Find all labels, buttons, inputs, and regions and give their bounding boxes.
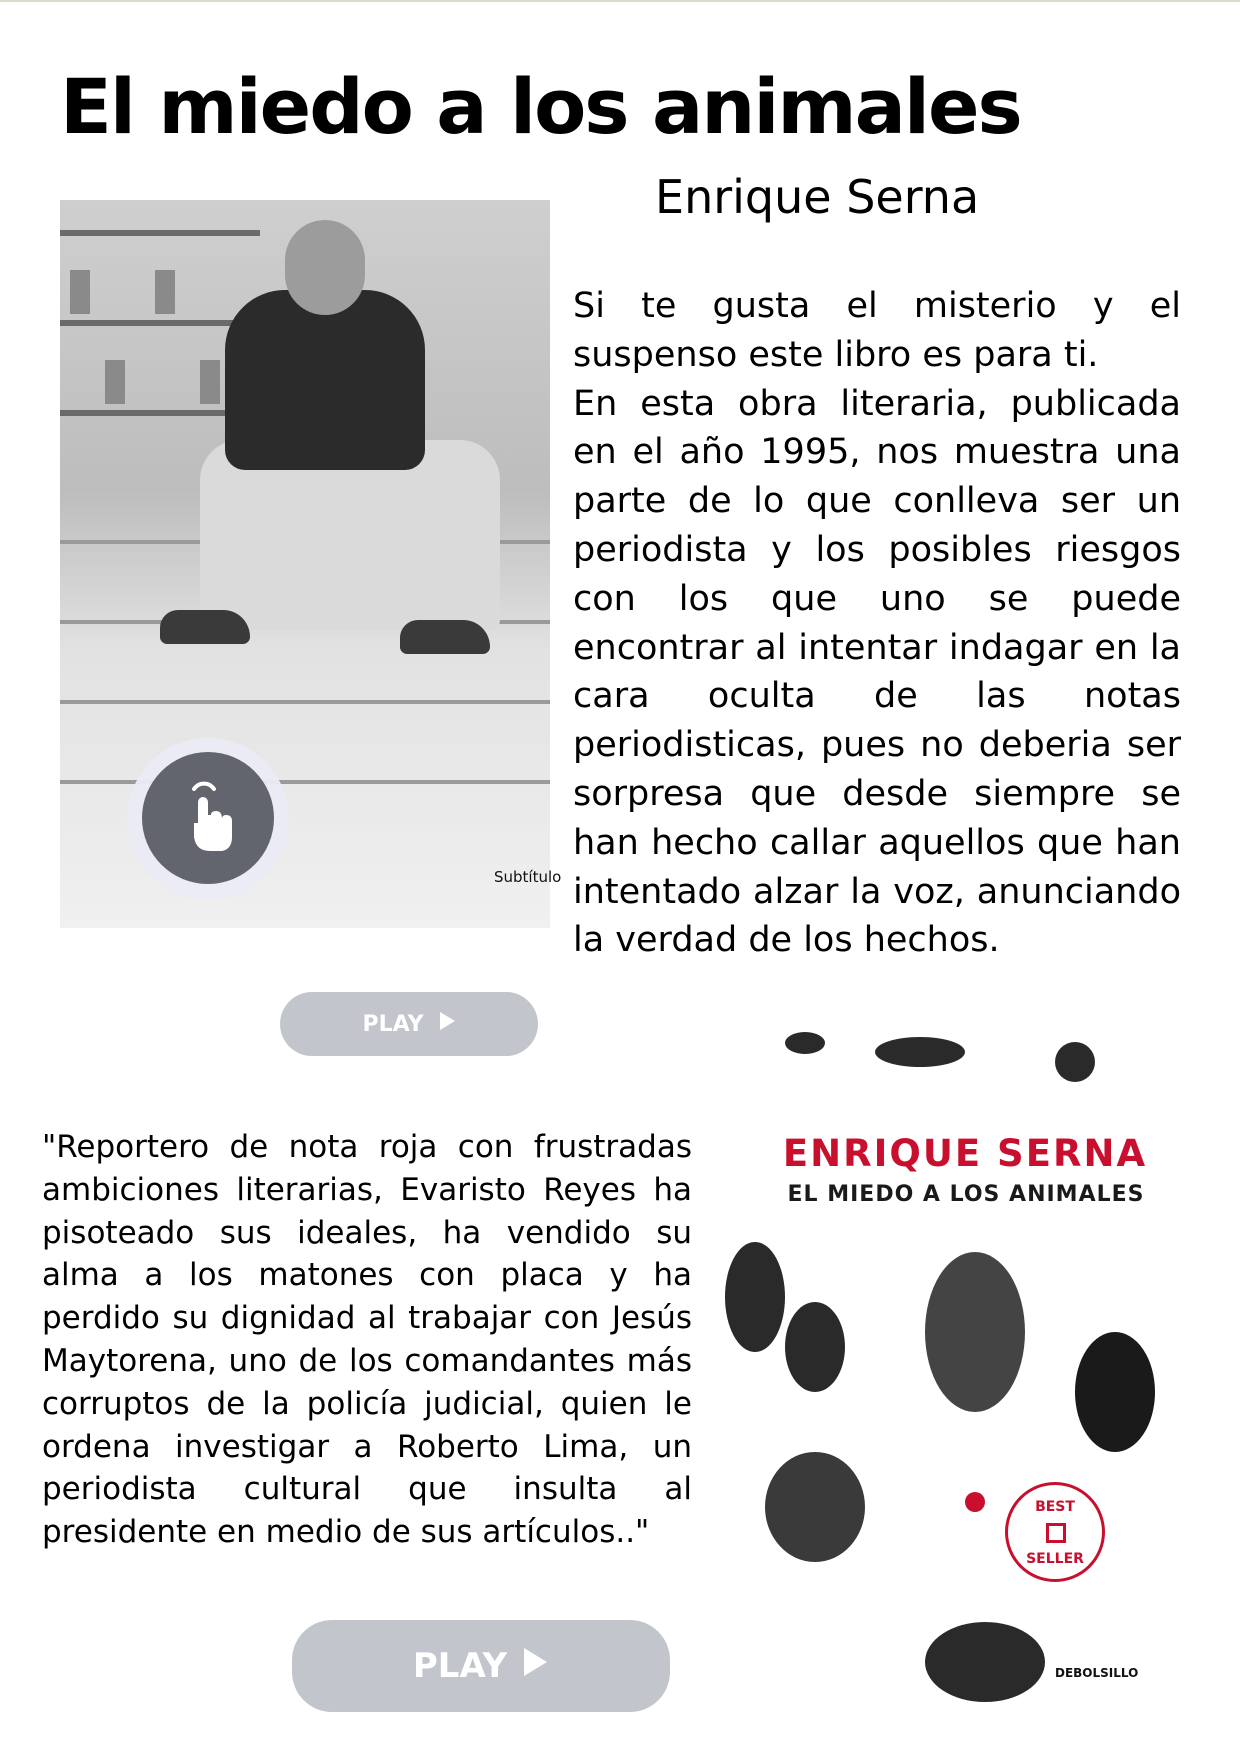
play-label: PLAY (412, 1646, 508, 1686)
book (200, 360, 220, 404)
badge-mark-icon (1046, 1523, 1066, 1543)
cover-author: ENRIQUE SERNA (782, 1132, 1148, 1175)
shoe (160, 610, 250, 644)
insect-illustration (925, 1252, 1025, 1412)
badge-top-text: BEST (1035, 1499, 1075, 1515)
insect-illustration (725, 1242, 785, 1352)
intro-paragraph: Si te gusta el misterio y el suspenso este libro es para ti. (573, 286, 1181, 375)
bestseller-badge (1005, 1482, 1105, 1582)
cover-title: EL MIEDO A LOS ANIMALES (787, 1182, 1145, 1207)
insect-illustration (925, 1622, 1045, 1702)
ladybug-illustration (965, 1492, 985, 1512)
book (70, 270, 90, 314)
insect-illustration (875, 1037, 965, 1067)
shelf (60, 230, 260, 236)
person-body (225, 290, 425, 470)
intro-text (573, 282, 1181, 965)
insect-illustration (1075, 1332, 1155, 1452)
play-button[interactable] (280, 992, 538, 1056)
photo-subtitle: Subtítulo (494, 868, 562, 886)
play-button[interactable] (292, 1620, 670, 1712)
insect-illustration (1055, 1042, 1095, 1082)
publisher-logo: DEBOLSILLO (1055, 1666, 1139, 1680)
stair-step (60, 700, 550, 704)
badge-bottom-text: SELLER (1026, 1551, 1084, 1567)
shoe (400, 620, 490, 654)
play-label: PLAY (362, 1011, 424, 1037)
tap-hand-icon (176, 781, 240, 855)
intro-paragraph: En esta obra literaria, publicada en el año 1995, nos muestra una parte de lo que conlleva ser un periodista y los posibles riesgos con los que uno se puede encontrar al intentar indagar en la cara oculta de las notas periodisticas, pues no deberia ser sorpresa que desde siempre se han hecho callar aquellos que han intentado alzar la voz, anunciando la verdad de los hechos. (573, 383, 1181, 961)
play-triangle-icon (438, 1011, 456, 1037)
author-name: Enrique Serna (655, 170, 980, 224)
insect-illustration (765, 1452, 865, 1562)
book-cover (725, 1032, 1170, 1707)
page-title: El miedo a los animales (60, 62, 1021, 151)
play-triangle-icon (521, 1646, 549, 1687)
book (105, 360, 125, 404)
person-head (285, 220, 365, 315)
book-synopsis-quote: "Reportero de nota roja con frustradas ambiciones literarias, Evaristo Reyes ha pisoteado sus ideales, ha vendido su alma a los matones con placa y ha perdido su dignidad al trabajar con Jesús Maytorena, uno de los comandantes más corruptos de la policía judicial, quien le ordena investigar a Roberto Lima, un periodista cultural que insulta al presidente en medio de sus artículos.." (42, 1129, 692, 1551)
book (155, 270, 175, 314)
stair-step (60, 780, 550, 784)
insect-illustration (785, 1032, 825, 1054)
insect-illustration (785, 1302, 845, 1392)
tap-hand-button[interactable] (142, 752, 274, 884)
top-border (0, 0, 1240, 2)
